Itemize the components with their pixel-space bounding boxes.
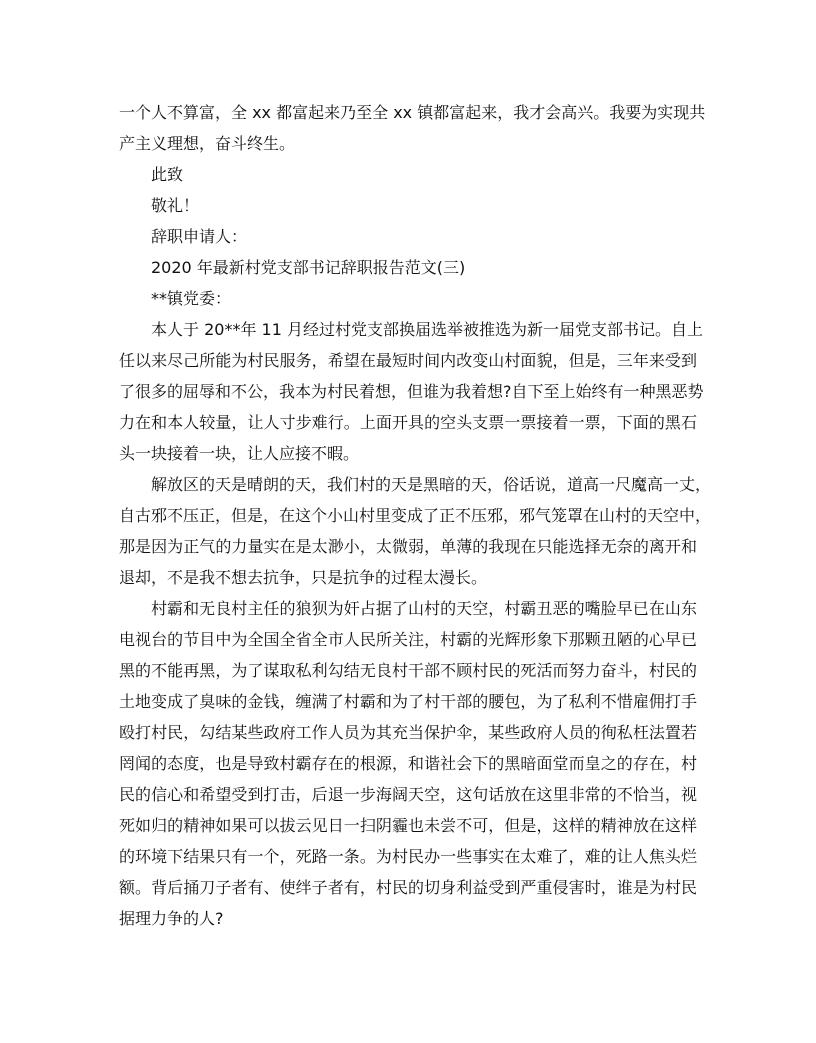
addressee: **镇党委： — [151, 289, 232, 308]
text-line: 解放区的天是晴朗的天，我们村的天是黑暗的天，俗话说，道高一尺魔高一丈， — [151, 475, 712, 494]
text-line: 本人于 20**年 11 月经过村党支部换届选举被推选为新一届党支部书记。自上 — [151, 320, 703, 339]
text-line: 退却，不是我不想去抗争，只是抗争的过程太漫长。 — [119, 568, 488, 587]
text-line: 任以来尽己所能为村民服务，希望在最短时间内改变山村面貌，但是，三年来受到 — [119, 351, 697, 370]
text-line: 那是因为正气的力量实在是太渺小，太微弱，单薄的我现在只能选择无奈的离开和 — [119, 537, 697, 556]
text-line: 村霸和无良村主任的狼狈为奸占据了山村的天空，村霸丑恶的嘴脸早已在山东 — [151, 599, 697, 618]
closing-respect: 敬礼！ — [151, 196, 200, 215]
text-line: 自古邪不压正，但是，在这个小山村里变成了正不压邪，邪气笼罩在山村的天空中， — [119, 506, 712, 525]
text-line: 的环境下结果只有一个，死路一条。为村民办一些事实在太难了，难的让人焦头烂 — [119, 847, 697, 866]
text-line: 力在和本人较量，让人寸步难行。上面开具的空头支票一票接着一票，下面的黑石 — [119, 413, 697, 432]
text-line: 了很多的屈辱和不公，我本为村民着想，但谁为我着想?自下至上始终有一种黑恶势 — [119, 382, 704, 401]
text-line: 一个人不算富，全 xx 都富起来乃至全 xx 镇都富起来，我才会高兴。我要为实现共 — [119, 103, 706, 122]
text-line: 产主义理想，奋斗终生。 — [119, 134, 296, 153]
text-line: 黑的不能再黑，为了谋取私利勾结无良村干部不顾村民的死活而努力奋斗，村民的 — [119, 661, 697, 680]
text-line: 额。背后捅刀子者有、使绊子者有，村民的切身利益受到严重侵害时，谁是为村民 — [119, 878, 697, 897]
text-line: 死如归的精神如果可以拔云见日一扫阴霾也未尝不可，但是，这样的精神放在这样 — [119, 816, 697, 835]
document-page — [119, 97, 712, 934]
section-title: 2020 年最新村党支部书记辞职报告范文(三) — [151, 258, 466, 277]
text-line: 据理力争的人? — [119, 909, 224, 928]
text-line: 土地变成了臭味的金钱，缠满了村霸和为了村干部的腰包，为了私利不惜雇佣打手 — [119, 692, 697, 711]
text-line: 头一块接着一块，让人应接不暇。 — [119, 444, 360, 463]
text-line: 殴打村民，勾结某些政府工作人员为其充当保护伞，某些政府人员的徇私枉法置若 — [119, 723, 697, 742]
text-line: 电视台的节目中为全国全省全市人民所关注，村霸的光辉形象下那颗丑陋的心早已 — [119, 630, 697, 649]
closing-salutation: 此致 — [151, 165, 184, 184]
signature-label: 辞职申请人： — [151, 227, 248, 246]
text-line: 罔闻的态度，也是导致村霸存在的根源，和谐社会下的黑暗面堂而皇之的存在，村 — [119, 754, 697, 773]
text-line: 民的信心和希望受到打击，后退一步海阔天空，这句话放在这里非常的不恰当，视 — [119, 785, 697, 804]
